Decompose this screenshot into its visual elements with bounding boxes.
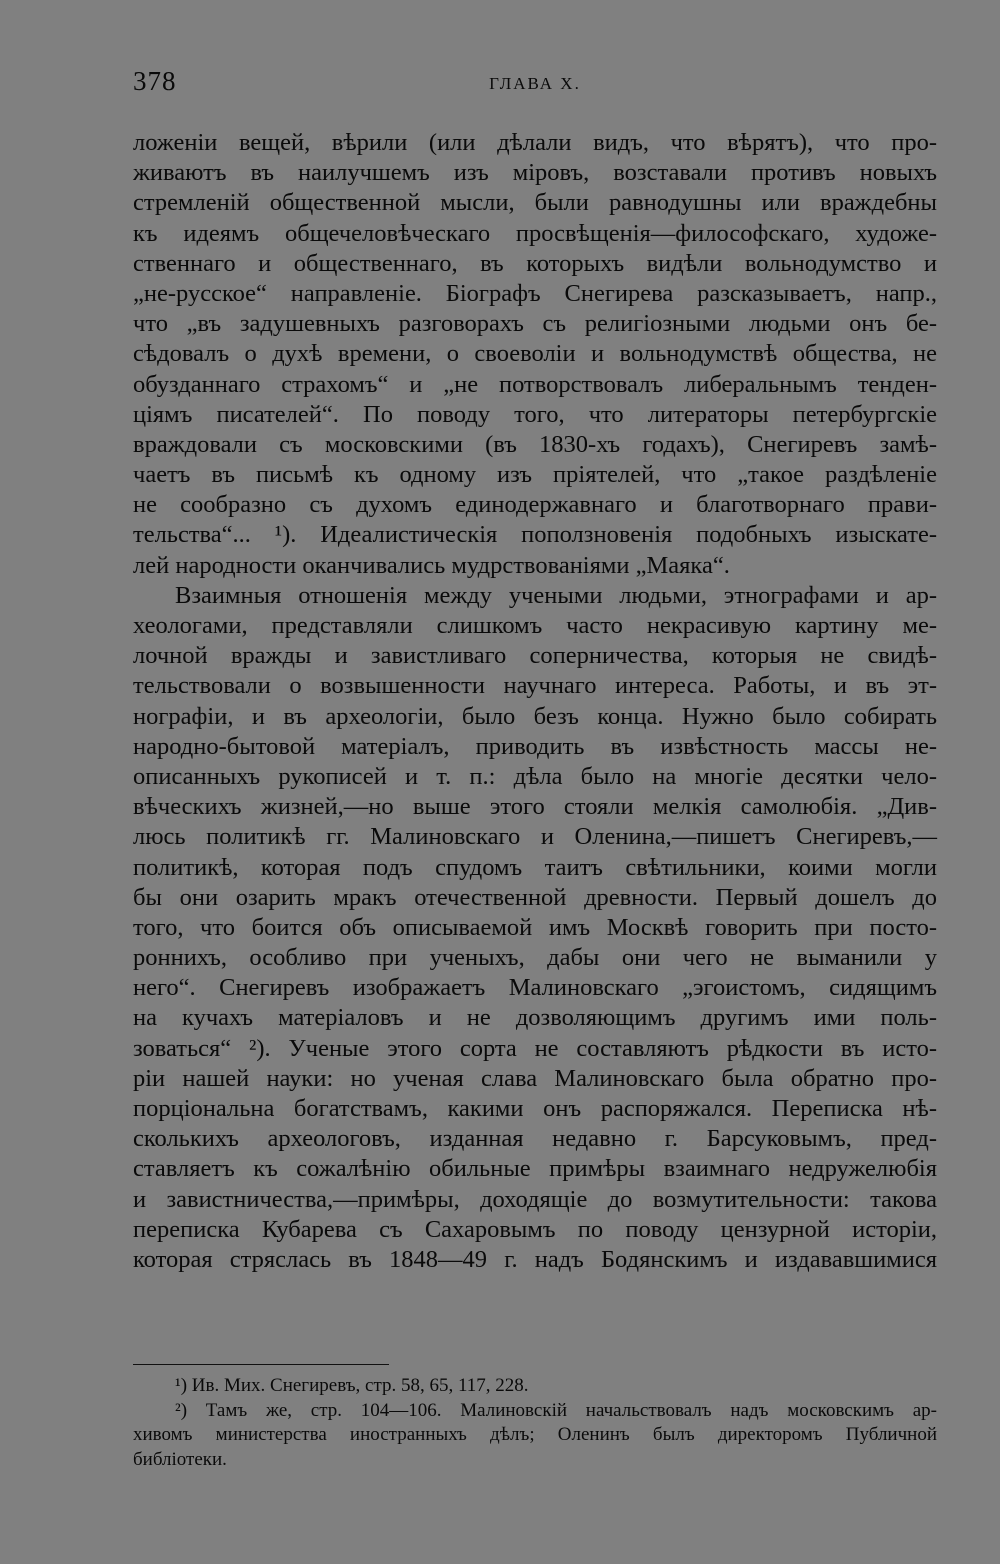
text-line: сѣдовалъ о духѣ времени, о своеволіи и вольнодумствѣ общества, не xyxy=(133,340,937,368)
body-text xyxy=(133,128,937,1275)
text-line: „не-русское“ направленіе. Біографъ Снегирева разсказываетъ, напр., xyxy=(133,279,937,307)
footnote-line: библіотеки. xyxy=(133,1448,227,1470)
text-line: лей народности оканчивались мудрствованіями „Маяка“. xyxy=(133,551,730,579)
text-line: ставляетъ къ сожалѣнію обильные примѣры взаимнаго недружелюбія xyxy=(133,1155,937,1183)
text-line: народно-бытовой матеріалъ, приводить въ извѣстность массы не- xyxy=(133,732,937,760)
text-line: стремленій общественной мысли, были равнодушны или враждебны xyxy=(133,189,937,217)
page-number: 378 xyxy=(133,66,177,96)
text-line: нографіи, и въ археологіи, было безъ конца. Нужно было собирать xyxy=(133,702,937,730)
text-line: что „въ задушевныхъ разговорахъ съ религіозными людьми онъ бе- xyxy=(133,310,937,338)
text-line: ціямъ писателей“. По поводу того, что литераторы петербургскіе xyxy=(133,400,937,428)
text-line: на кучахъ матеріаловъ и не дозволяющимъ другимъ ими поль- xyxy=(133,1004,937,1032)
text-line: роннихъ, особливо при ученыхъ, дабы они чего не выманили у xyxy=(133,944,937,972)
text-line: которая стряслась въ 1848—49 г. надъ Бодянскимъ и издававшимися xyxy=(133,1245,937,1273)
footnote-divider xyxy=(133,1364,389,1365)
page-header xyxy=(133,66,937,102)
text-line: живаютъ въ наилучшемъ изъ міровъ, возставали противъ новыхъ xyxy=(133,159,937,187)
text-line: лочной вражды и завистливаго соперничества, которыя не свидѣ- xyxy=(133,642,937,670)
text-line: тельствовали о возвышенности научнаго интереса. Работы, и въ эт- xyxy=(133,672,937,700)
text-line: не сообразно съ духомъ единодержавнаго и благотворнаго прави- xyxy=(133,491,937,519)
text-line: ріи нашей науки: но ученая слава Малиновскаго была обратно про- xyxy=(133,1064,937,1092)
text-line: переписка Кубарева съ Сахаровымъ по поводу цензурной исторіи, xyxy=(133,1215,937,1243)
text-line: порціональна богатствамъ, какими онъ распоряжался. Переписка нѣ- xyxy=(133,1095,937,1122)
text-line: и завистничества,—примѣры, доходящіе до возмутительности: такова xyxy=(133,1185,937,1213)
text-line: зоваться“ ²). Ученые этого сорта не составляютъ рѣдкости въ исто- xyxy=(133,1034,937,1062)
text-line: него“. Снегиревъ изображаетъ Малиновскаго „эгоистомъ, сидящимъ xyxy=(133,974,937,1002)
text-line: того, что боится объ описываемой имъ Москвѣ говорить при посто- xyxy=(133,913,937,941)
text-line: люсь политикѣ гг. Малиновскаго и Оленина,—пишетъ Снегиревъ,— xyxy=(133,823,937,851)
text-line: враждовали съ московскими (въ 1830-хъ годахъ), Снегиревъ замѣ- xyxy=(133,430,937,458)
text-line: вѣческихъ жизней,—но выше этого стояли мелкія самолюбія. „Див- xyxy=(133,793,937,821)
footnote-line: ¹) Ив. Мих. Снегиревъ, стр. 58, 65, 117, 228. xyxy=(175,1375,529,1396)
text-line: чаетъ въ письмѣ къ одному изъ пріятелей, что „такое раздѣленіе xyxy=(133,461,937,489)
text-line: политикѣ, которая подъ спудомъ таитъ свѣтильники, коими могли xyxy=(133,853,937,881)
text-line: ственнаго и общественнаго, въ которыхъ видѣли вольнодумство и xyxy=(133,249,937,277)
running-head: ГЛАВА X. xyxy=(489,74,581,93)
footnote-line: хивомъ министерства иностранныхъ дѣлъ; Оленинъ былъ директоромъ Публичной xyxy=(133,1424,937,1445)
footnote-line: ²) Тамъ же, стр. 104—106. Малиновскій начальствовалъ надъ московскимъ ар- xyxy=(175,1399,937,1421)
footnotes xyxy=(133,1374,937,1472)
text-line: хеологами, представляли слишкомъ часто некрасивую картину ме- xyxy=(133,612,937,639)
text-line: сколькихъ археологовъ, изданная недавно г. Барсуковымъ, пред- xyxy=(133,1125,937,1153)
text-line: къ идеямъ общечеловѣческаго просвѣщенія—философскаго, художе- xyxy=(133,219,937,247)
text-line: Взаимныя отношенія между учеными людьми, этнографами и ар- xyxy=(175,581,937,609)
text-line: ложеніи вещей, вѣрили (или дѣлали видъ, что вѣрятъ), что про- xyxy=(133,129,937,156)
text-line: обузданнаго страхомъ“ и „не потворствовалъ либеральнымъ тенден- xyxy=(133,370,937,398)
text-line: бы они озарить мракъ отечественной древности. Первый дошелъ до xyxy=(133,883,937,911)
text-line: тельства“... ¹). Идеалистическія поползновенія подобныхъ изыскате- xyxy=(133,521,937,549)
text-line: описанныхъ рукописей и т. п.: дѣла было на многіе десятки чело- xyxy=(133,762,937,790)
